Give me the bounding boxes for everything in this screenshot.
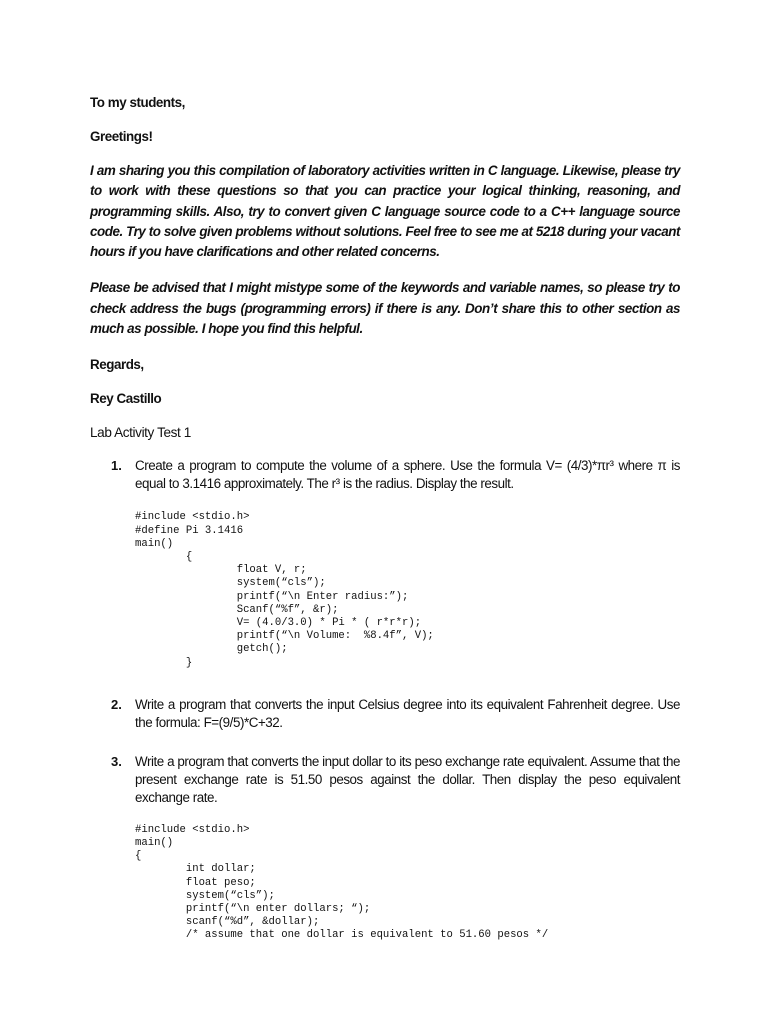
item-text: Write a program that converts the input dollar to its peso exchange rate equivalent. Assume that the present exchange rate is 51.50 pesos against the dollar. Then display the peso equivalent exchange rate. — [135, 753, 680, 805]
item-number: 1. — [111, 458, 122, 474]
advisory-paragraph: Please be advised that I might mistype some of the keywords and variable names, so please try to check address the bugs (programming errors) if there is any. Don’t share this to other section as much as possible. I hope you find this helpful. — [90, 280, 680, 337]
item-number: 2. — [111, 696, 122, 712]
activity-item — [90, 753, 680, 943]
code-block: #include <stdio.h> #define Pi 3.1416 main() { float V, r; system(“cls”); printf(“\n Enter radius:”); Scanf(“%f”, &r); V= (4.0/3.0) * Pi * ( r*r*r); printf(“\n Volume: %8.4f”, V); getch(); } — [135, 511, 434, 669]
item-number: 3. — [111, 753, 122, 769]
lab-activity-title: Lab Activity Test 1 — [90, 425, 191, 441]
activity-list — [90, 457, 680, 942]
salutation: To my students, — [90, 95, 185, 110]
activity-item — [90, 696, 680, 732]
item-text: Create a program to compute the volume of a sphere. Use the formula V= (4/3)*πr³ where π is equal to 3.1416 approximately. The r³ is the radius. Display the result. — [135, 458, 680, 492]
closing: Regards, — [90, 357, 144, 373]
code-block: #include <stdio.h> main() { int dollar; float peso; system(“cls”); printf(“\n enter dollars; “); scanf(“%d”, &dollar); /* assume that one dollar is equivalent to 51.60 pesos */ — [135, 823, 549, 942]
intro-paragraph: I am sharing you this compilation of laboratory activities written in C language. Likewise, please try to work with these questions so that you can practice your logical thinking, reasoning, and programming skills. Also, try to convert given C language source code to a C++ language source code. Try to solve given problems without solutions. Feel free to see me at 5218 during your vacant hours if you have clarifications and other related concerns. — [90, 163, 680, 260]
activity-item — [90, 457, 680, 669]
signature: Rey Castillo — [90, 391, 162, 407]
greeting: Greetings! — [90, 129, 153, 144]
item-text: Write a program that converts the input Celsius degree into its equivalent Fahrenheit degree. Use the formula: F=(9/5)*C+32. — [135, 696, 680, 730]
